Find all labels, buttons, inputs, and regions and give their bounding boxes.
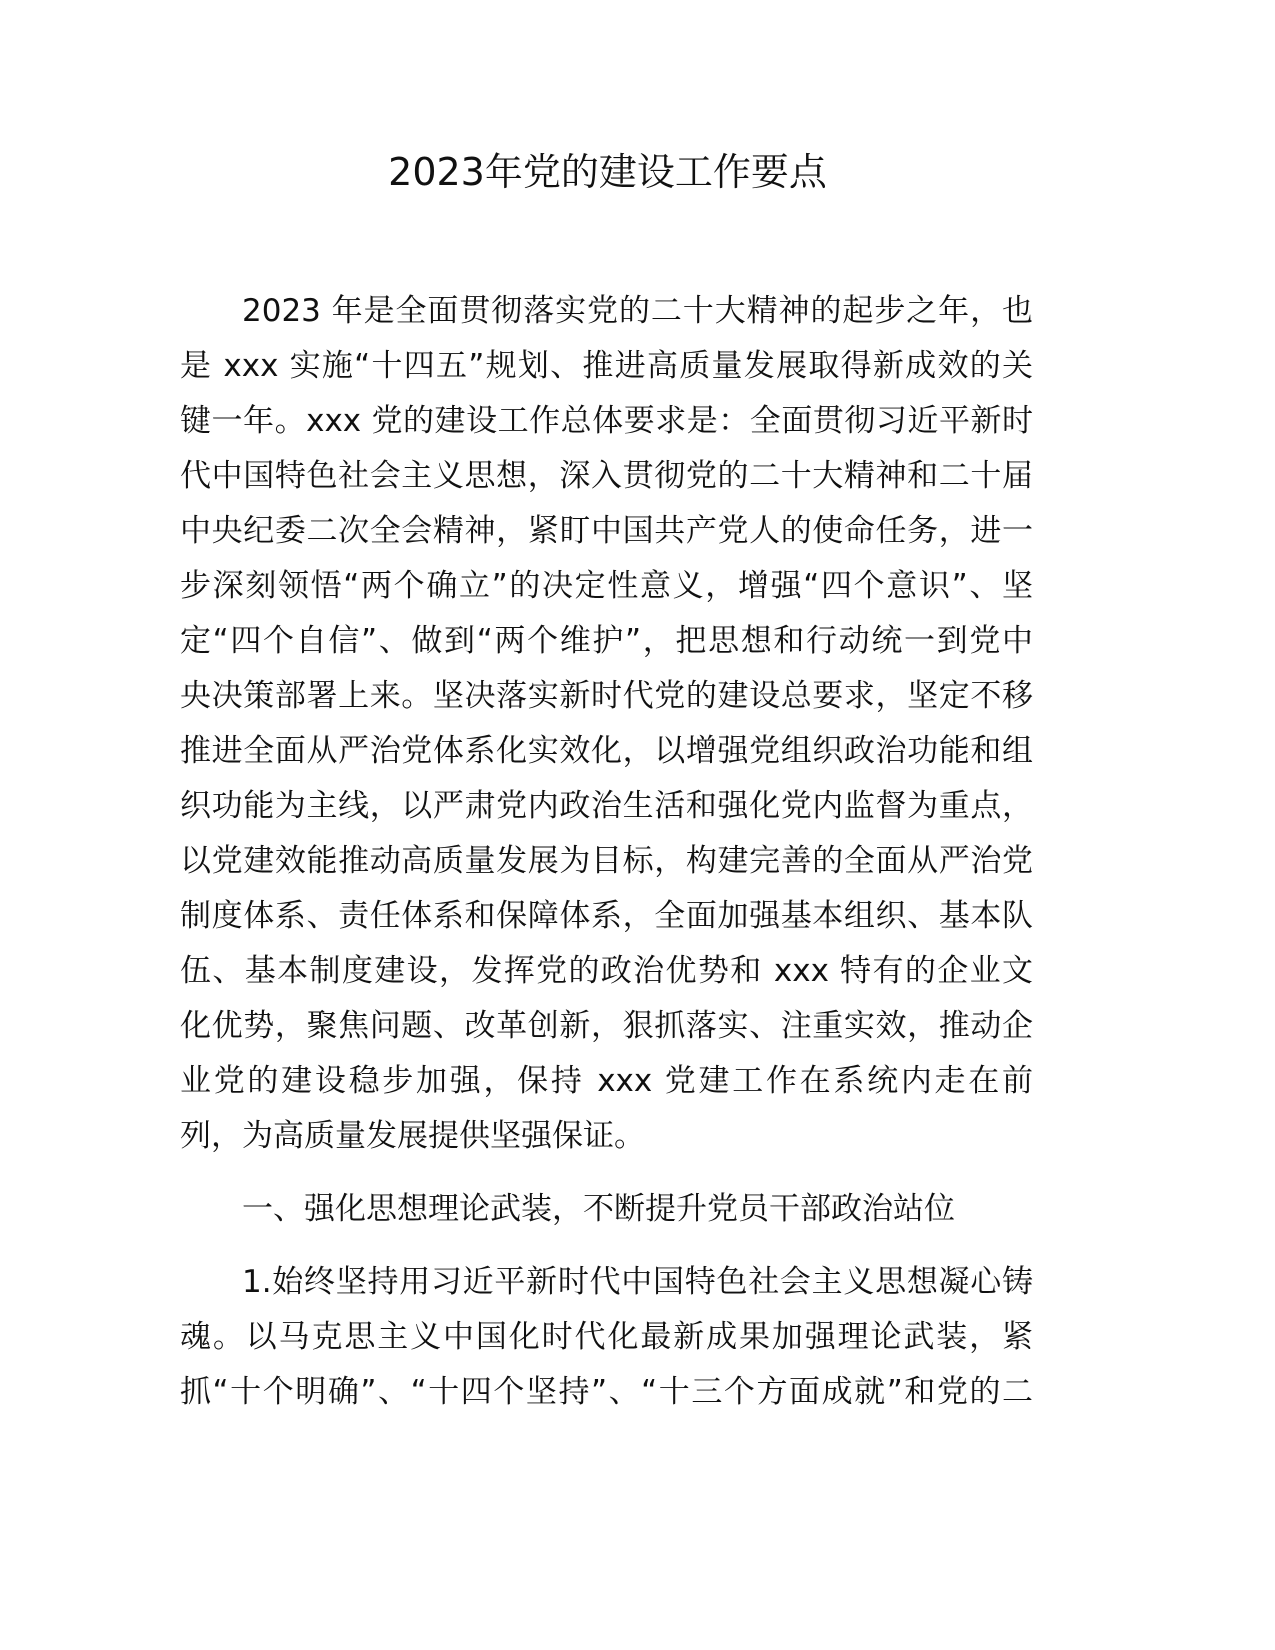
text-line: 代中国特色社会主义思想，深入贯彻党的二十大精神和二十届 xyxy=(180,458,1033,494)
item-paragraph xyxy=(180,1255,1033,1420)
document-title: 2023年党的建设工作要点 xyxy=(388,150,827,194)
text-line: 1.始终坚持用习近平新时代中国特色社会主义思想凝心铸 xyxy=(242,1264,1033,1300)
text-line: 2023 年是全面贯彻落实党的二十大精神的起步之年，也 xyxy=(242,293,1033,329)
heading-line: 一、强化思想理论武装，不断提升党员干部政治站位 xyxy=(242,1191,955,1227)
section-heading xyxy=(180,1182,1033,1237)
text-line: 制度体系、责任体系和保障体系，全面加强基本组织、基本队 xyxy=(180,898,1033,934)
intro-paragraph xyxy=(180,284,1033,1164)
text-line: 中央纪委二次全会精神，紧盯中国共产党人的使命任务，进一 xyxy=(180,513,1033,549)
text-line: 织功能为主线，以严肃党内政治生活和强化党内监督为重点， xyxy=(180,788,1033,824)
text-line: 魂。以马克思主义中国化时代化最新成果加强理论武装，紧 xyxy=(180,1319,1033,1355)
text-line: 是 xxx 实施“十四五”规划、推进高质量发展取得新成效的关 xyxy=(180,348,1033,384)
text-line: 键一年。xxx 党的建设工作总体要求是：全面贯彻习近平新时 xyxy=(180,403,1033,439)
text-line: 定“四个自信”、做到“两个维护”，把思想和行动统一到党中 xyxy=(180,623,1033,659)
text-line: 步深刻领悟“两个确立”的决定性意义，增强“四个意识”、坚 xyxy=(180,568,1033,604)
text-line: 推进全面从严治党体系化实效化，以增强党组织政治功能和组 xyxy=(180,733,1033,769)
document-body xyxy=(180,284,1033,1420)
text-line: 列，为高质量发展提供坚强保证。 xyxy=(180,1118,645,1154)
text-line: 抓“十个明确”、“十四个坚持”、“十三个方面成就”和党的二 xyxy=(180,1374,1033,1410)
text-line: 伍、基本制度建设，发挥党的政治优势和 xxx 特有的企业文 xyxy=(180,953,1033,989)
text-line: 业党的建设稳步加强，保持 xxx 党建工作在系统内走在前 xyxy=(180,1063,1033,1099)
text-line: 央决策部署上来。坚决落实新时代党的建设总要求，坚定不移 xyxy=(180,678,1033,714)
text-line: 化优势，聚焦问题、改革创新，狠抓落实、注重实效，推动企 xyxy=(180,1008,1033,1044)
text-line: 以党建效能推动高质量发展为目标，构建完善的全面从严治党 xyxy=(180,843,1033,879)
